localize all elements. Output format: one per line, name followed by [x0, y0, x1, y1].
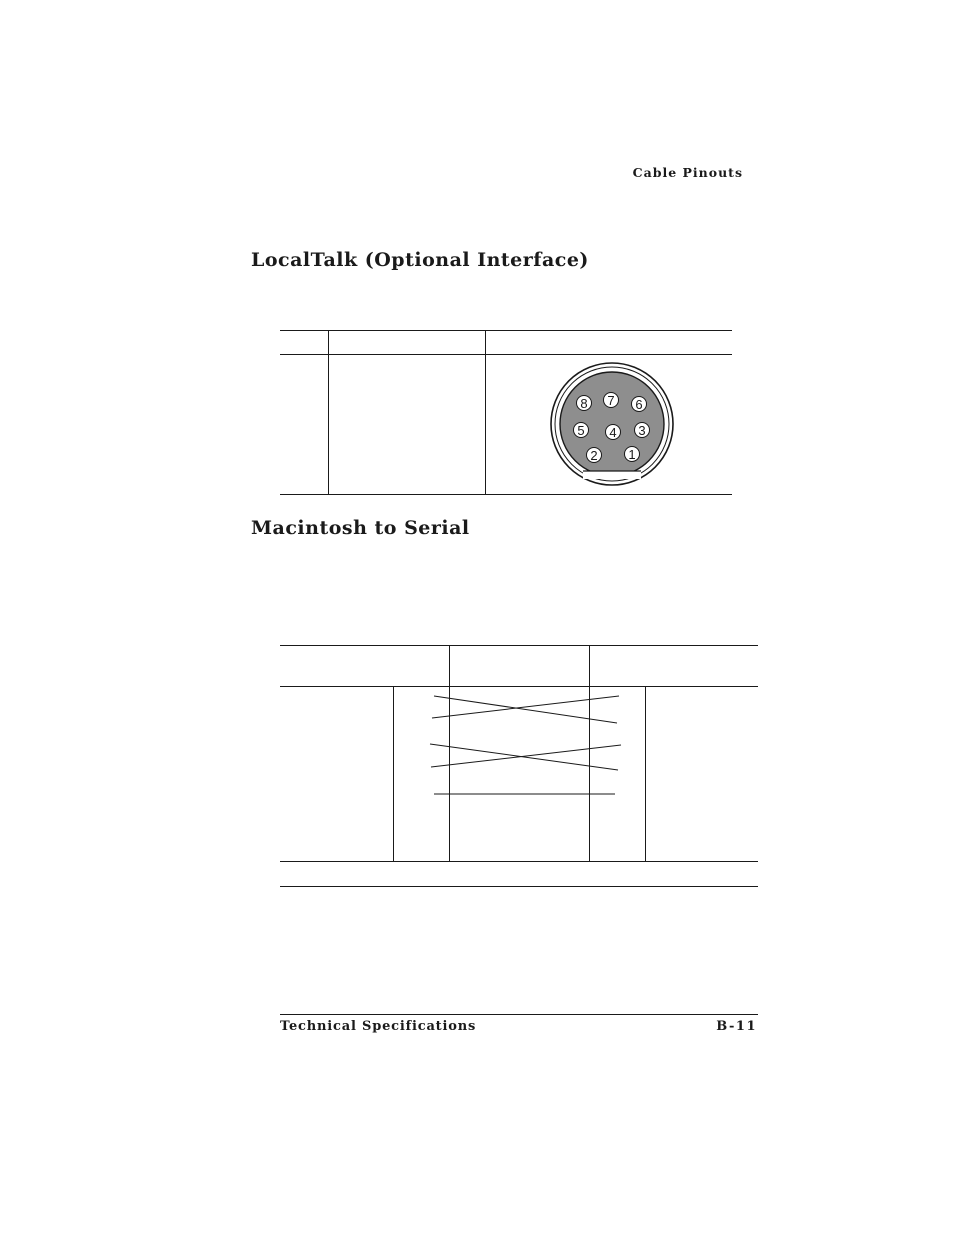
pin-7	[604, 393, 619, 409]
wiring-diagram	[425, 690, 625, 800]
table-column-divider	[645, 686, 646, 861]
table-rule-header	[280, 354, 732, 355]
table-rule-top	[280, 330, 732, 331]
footer-rule	[280, 1014, 758, 1015]
pin-8	[577, 396, 592, 412]
pin-1	[625, 447, 640, 463]
pin-label: 7	[607, 393, 615, 408]
table-rule-header	[280, 686, 758, 687]
pin-label: 8	[580, 396, 588, 411]
mac-serial-section-title: Macintosh to Serial	[251, 517, 470, 539]
table-rule-note	[280, 886, 758, 887]
wire-crossed	[432, 696, 619, 718]
pin-label: 5	[577, 423, 585, 438]
pin-4	[606, 425, 621, 441]
pin-label: 2	[590, 448, 598, 463]
pin-label: 6	[635, 397, 643, 412]
table-rule-bottom	[280, 861, 758, 862]
wire-crossed	[434, 696, 617, 723]
pin-label: 4	[609, 425, 617, 440]
pin-label: 1	[628, 447, 636, 462]
pin-5	[574, 423, 589, 439]
table-column-divider	[328, 330, 329, 494]
mini-din-8-connector	[549, 361, 675, 491]
pin-2	[587, 448, 602, 464]
localtalk-section-title: LocalTalk (Optional Interface)	[251, 249, 589, 271]
page-number: B-11	[716, 1019, 757, 1034]
pin-3	[635, 423, 650, 439]
table-column-divider	[485, 330, 486, 494]
table-rule-bottom	[280, 494, 732, 495]
running-head: Cable Pinouts	[632, 165, 743, 180]
connector-face	[560, 372, 664, 476]
connector-key-notch	[583, 471, 641, 479]
wire-crossed	[430, 744, 618, 770]
footer-book-title: Technical Specifications	[280, 1019, 477, 1034]
pin-6	[632, 397, 647, 413]
pin-label: 3	[638, 423, 646, 438]
table-rule-top	[280, 645, 758, 646]
table-column-divider	[393, 686, 394, 861]
